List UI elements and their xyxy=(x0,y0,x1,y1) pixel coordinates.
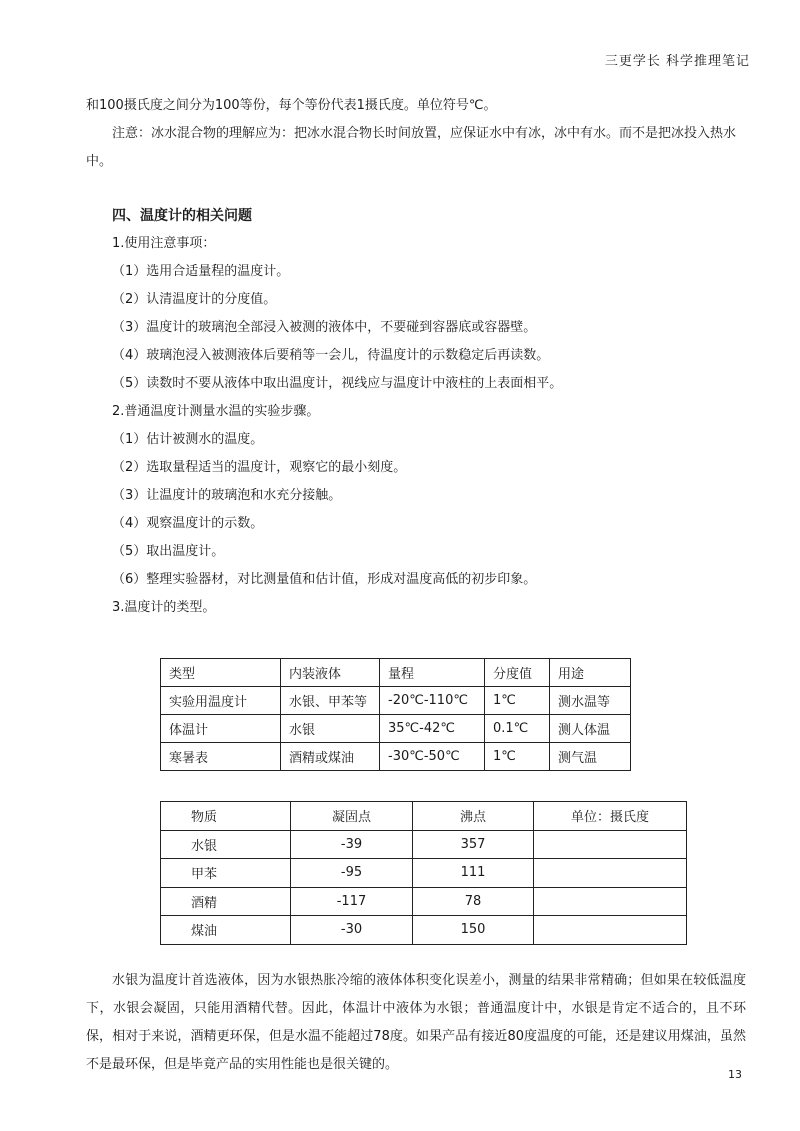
step-item: （6）整理实验器材，对比测量值和估计值，形成对温度高低的初步印象。 xyxy=(112,572,537,587)
table-cell xyxy=(534,859,687,888)
steps-title: 2.普通温度计测量水温的实验步骤。 xyxy=(112,404,320,419)
table-cell: 煤油 xyxy=(161,916,291,945)
table-header-cell: 量程 xyxy=(380,659,485,687)
usage-item: （2）认清温度计的分度值。 xyxy=(112,292,277,307)
step-item: （2）选取量程适当的温度计，观察它的最小刻度。 xyxy=(112,460,407,475)
table-cell: 体温计 xyxy=(161,715,281,743)
table-cell: 水银 xyxy=(161,830,291,859)
table-cell: 酒精或煤油 xyxy=(281,743,380,771)
table-cell: 测水温等 xyxy=(550,687,631,715)
table-cell: 150 xyxy=(413,916,534,945)
table-cell xyxy=(534,916,687,945)
usage-item: （4）玻璃泡浸入被测液体后要稍等一会儿，待温度计的示数稳定后再读数。 xyxy=(112,348,550,363)
table-cell: 测气温 xyxy=(550,743,631,771)
section-title: 四、温度计的相关问题 xyxy=(112,208,252,224)
usage-item: （5）读数时不要从液体中取出温度计，视线应与温度计中液柱的上表面相平。 xyxy=(112,376,563,391)
table-cell: 0.1℃ xyxy=(485,715,550,743)
step-item: （3）让温度计的玻璃泡和水充分接触。 xyxy=(112,488,342,503)
table-header-cell: 用途 xyxy=(550,659,631,687)
step-item: （1）估计被测水的温度。 xyxy=(112,432,264,447)
table-row xyxy=(161,743,631,771)
types-title: 3.温度计的类型。 xyxy=(112,600,216,615)
table-cell: 测人体温 xyxy=(550,715,631,743)
table-row xyxy=(161,916,687,945)
table-cell: 酒精 xyxy=(161,887,291,916)
table-cell: 35℃-42℃ xyxy=(380,715,485,743)
intro-line: 和100摄氏度之间分为100等份，每个等份代表1摄氏度。单位符号℃。 xyxy=(86,98,497,113)
step-item: （4）观察温度计的示数。 xyxy=(112,516,264,531)
table-cell: -95 xyxy=(291,859,413,888)
table-header-row xyxy=(161,802,687,831)
step-item: （5）取出温度计。 xyxy=(112,544,225,559)
table-header-cell: 内装液体 xyxy=(281,659,380,687)
table-header-cell: 凝固点 xyxy=(291,802,413,831)
table-cell: -30 xyxy=(291,916,413,945)
table-header-cell: 类型 xyxy=(161,659,281,687)
table-cell: -30℃-50℃ xyxy=(380,743,485,771)
table-row xyxy=(161,687,631,715)
table-cell: 1℃ xyxy=(485,743,550,771)
table-header-cell: 沸点 xyxy=(413,802,534,831)
table-header-cell: 分度值 xyxy=(485,659,550,687)
table-cell xyxy=(534,830,687,859)
table-cell: -20℃-110℃ xyxy=(380,687,485,715)
page-number: 13 xyxy=(728,1068,742,1081)
table-row xyxy=(161,859,687,888)
table-cell: 78 xyxy=(413,887,534,916)
table-cell: -39 xyxy=(291,830,413,859)
table-row xyxy=(161,715,631,743)
conclusion-paragraph: 水银为温度计首选液体，因为水银热胀冷缩的液体体积变化误差小，测量的结果非常精确；但如果在较低温度下，水银会凝固，只能用酒精代替。因此，体温计中液体为水银；普通温度计中，水银是肯定不适合的，且不环保，相对于来说，酒精更环保，但是水温不能超过78度。如果产品有接近80度温度的可能，还是建议用煤油，虽然不是最环保，但是毕竟产品的实用性能也是很关键的。 xyxy=(86,972,746,1072)
table-header-row xyxy=(161,659,631,687)
page-header: 三更学长 科学推理笔记 xyxy=(604,54,750,69)
thermometer-types-table xyxy=(160,658,631,771)
table-cell: 水银 xyxy=(281,715,380,743)
usage-title: 1.使用注意事项： xyxy=(112,236,216,251)
table-header-cell: 单位：摄氏度 xyxy=(534,802,687,831)
table-cell xyxy=(534,887,687,916)
table-row xyxy=(161,830,687,859)
table-header-cell: 物质 xyxy=(161,802,291,831)
table-cell: 1℃ xyxy=(485,687,550,715)
table-cell: 实验用温度计 xyxy=(161,687,281,715)
page-content xyxy=(86,92,746,1079)
table-cell: 357 xyxy=(413,830,534,859)
table-cell: 111 xyxy=(413,859,534,888)
usage-item: （3）温度计的玻璃泡全部浸入被测的液体中，不要碰到容器底或容器壁。 xyxy=(112,320,537,335)
table-cell: 水银、甲苯等 xyxy=(281,687,380,715)
table-cell: 寒暑表 xyxy=(161,743,281,771)
freezing-boiling-points-table xyxy=(160,801,687,945)
table-cell: -117 xyxy=(291,887,413,916)
intro-note: 注意：冰水混合物的理解应为：把冰水混合物长时间放置，应保证水中有冰，冰中有水。而不是把冰投入热水中。 xyxy=(86,126,737,169)
usage-item: （1）选用合适量程的温度计。 xyxy=(112,264,290,279)
table-cell: 甲苯 xyxy=(161,859,291,888)
table-row xyxy=(161,887,687,916)
